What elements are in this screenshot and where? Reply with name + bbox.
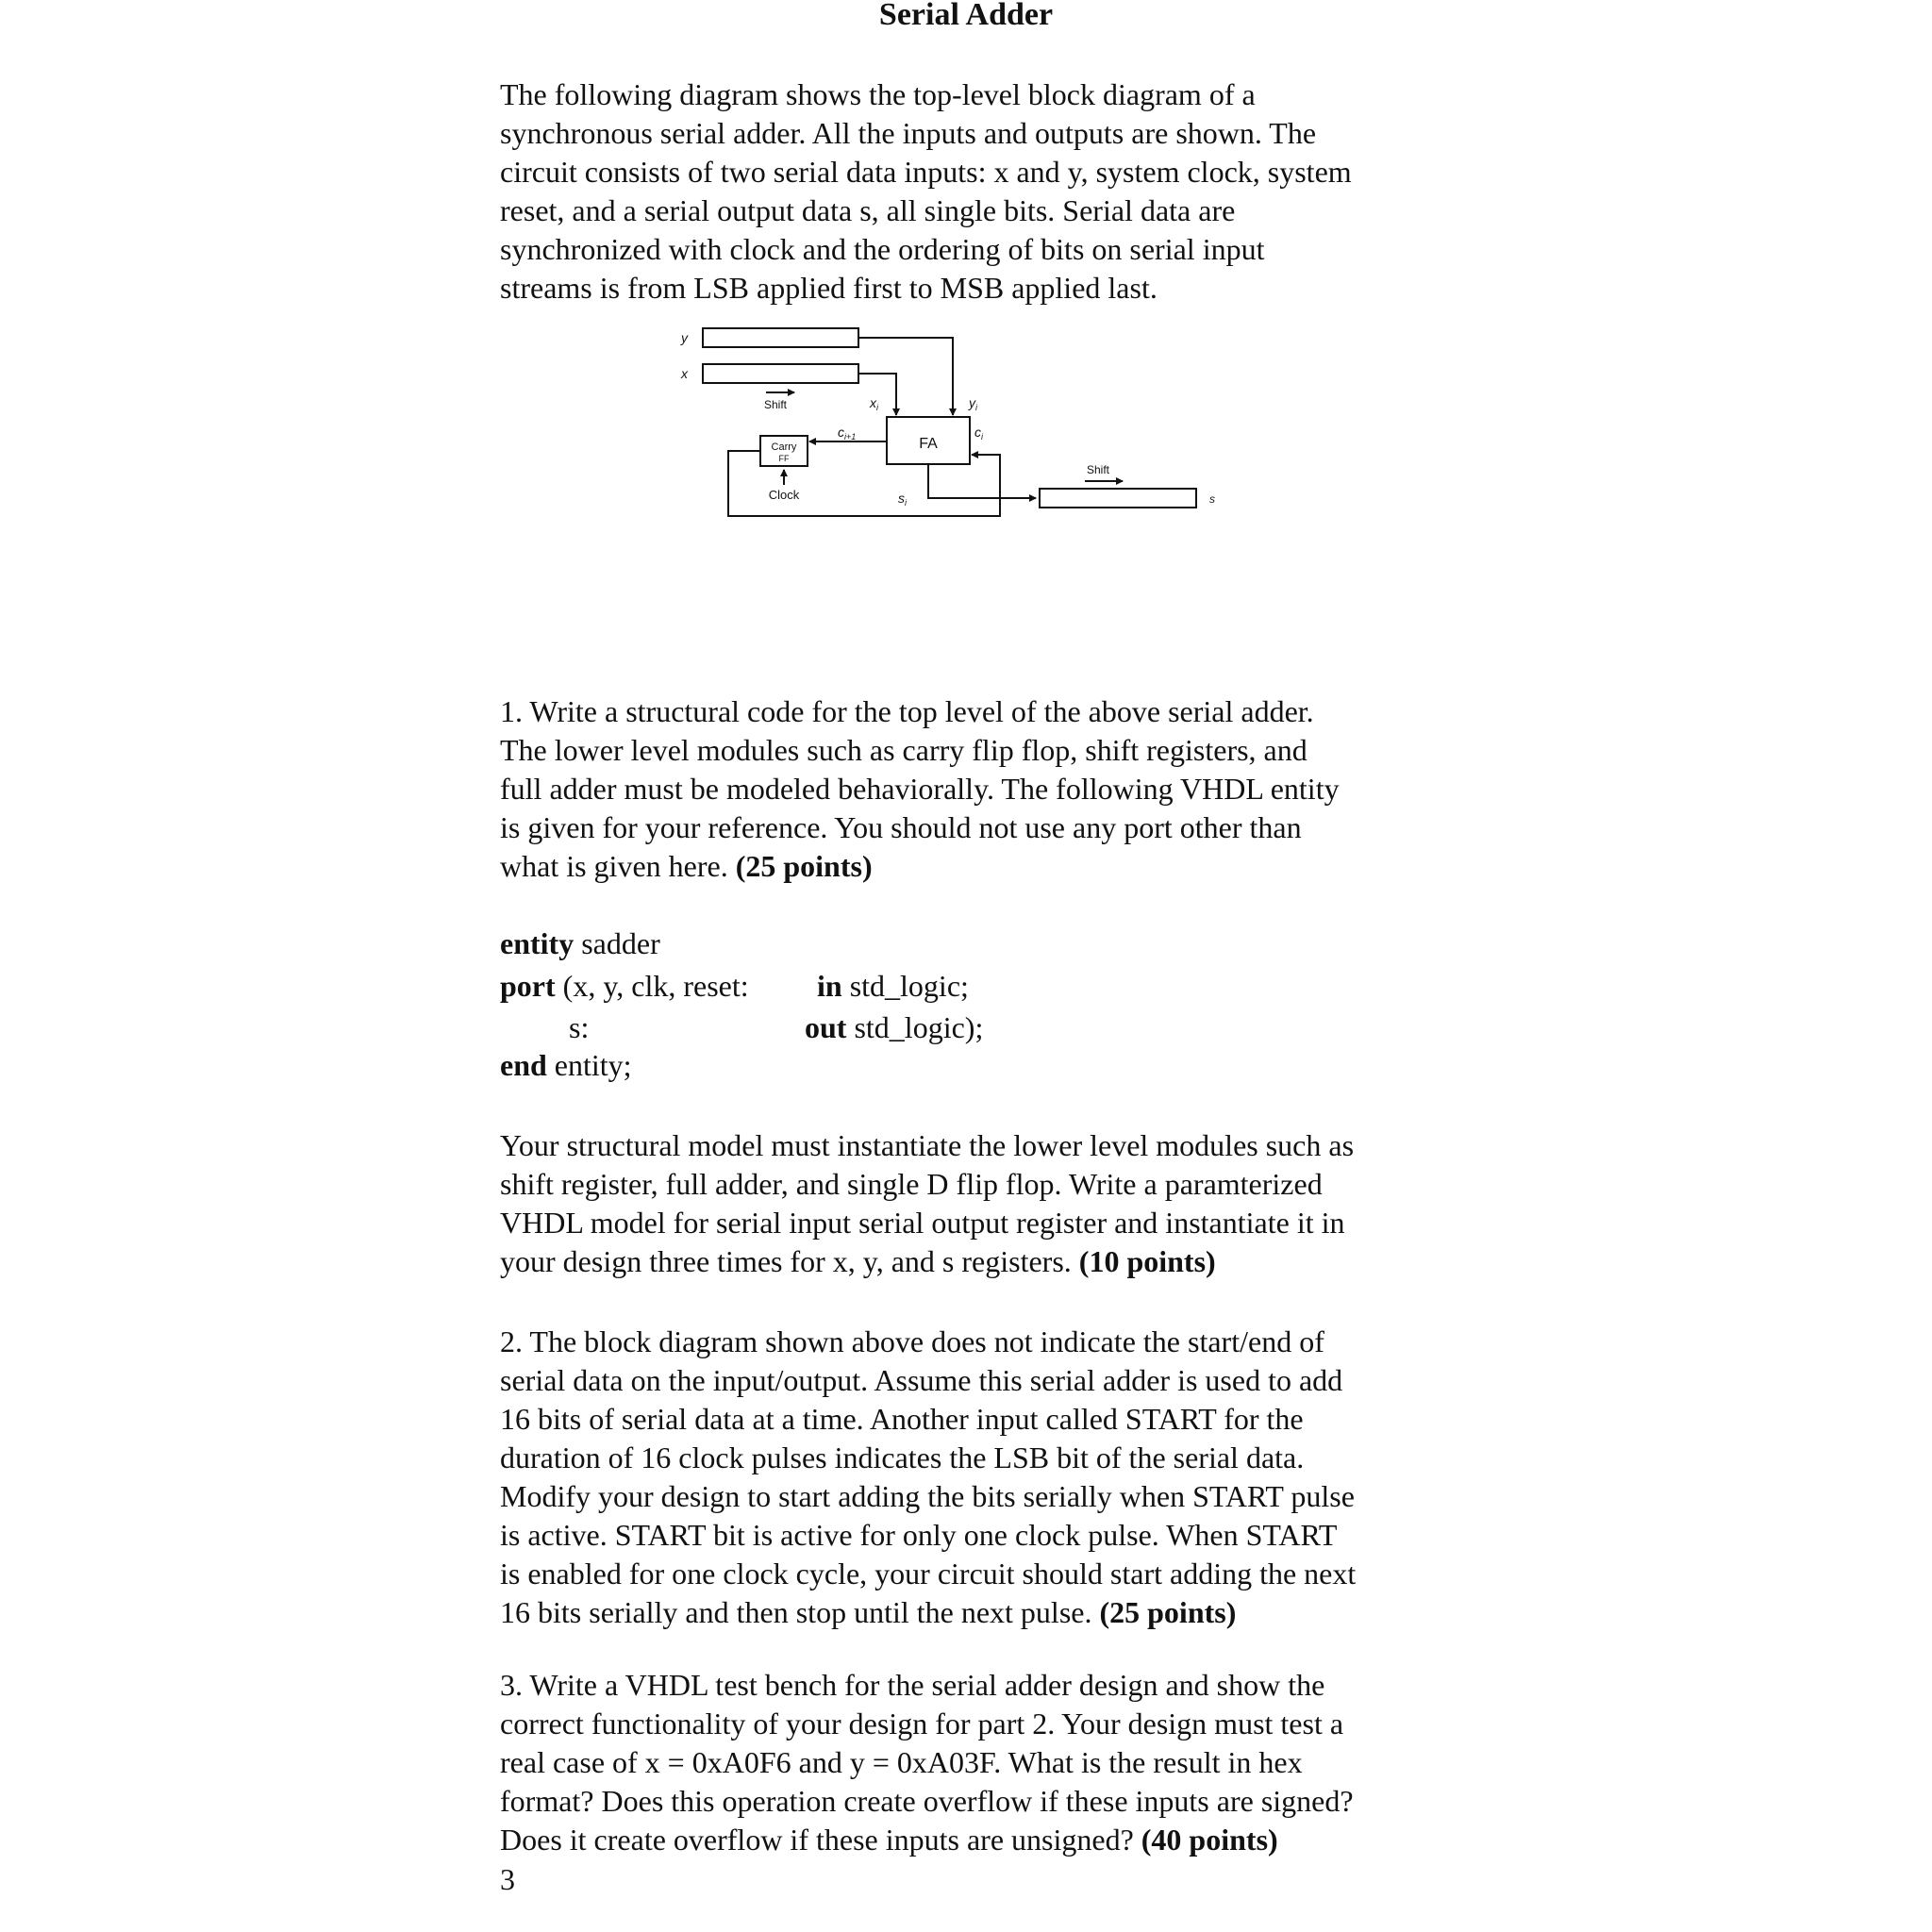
q2-line: is enabled for one clock cycle, your circuit should start adding the next	[500, 1557, 1357, 1591]
port-line	[500, 967, 749, 1006]
s-shift-register	[1040, 489, 1196, 508]
q2-line: is active. START bit is active for only one clock pulse. When START	[500, 1518, 1338, 1552]
in-type	[817, 967, 969, 1006]
q2-line: 2. The block diagram shown above does not indicate the start/end of	[500, 1324, 1324, 1358]
structural-line	[500, 1242, 1354, 1281]
structural-points: (10 points)	[1078, 1244, 1216, 1278]
si-wire	[928, 464, 1036, 498]
intro-paragraph	[500, 75, 1352, 308]
label-ci: $c_i$	[974, 425, 983, 441]
end-line	[500, 1046, 632, 1085]
q3-last-line: Does it create overflow if these inputs are unsigned?	[500, 1823, 1141, 1857]
q2-line: 16 bits of serial data at a time. Another input called START for the	[500, 1402, 1304, 1436]
structural-last-line: your design three times for x, y, and s registers.	[500, 1244, 1079, 1278]
q3-line: real case of x = 0xA0F6 and y = 0xA03F. What is the result in hex	[500, 1745, 1303, 1779]
structural-line: Your structural model must instantiate the lower level modules such as	[500, 1128, 1355, 1162]
s-port-label: s:	[569, 1010, 590, 1044]
intro-line: circuit consists of two serial data inputs: x and y, system clock, system	[500, 155, 1352, 189]
end-text: entity;	[546, 1048, 632, 1082]
q3-line: format? Does this operation create overflow if these inputs are signed?	[500, 1784, 1354, 1818]
q1-line: 1. Write a structural code for the top level of the above serial adder.	[500, 694, 1314, 728]
label-shift-left: Shift	[764, 398, 788, 411]
intro-line: synchronous serial adder. All the inputs and outputs are shown. The	[500, 116, 1317, 150]
intro-line: streams is from LSB applied first to MSB applied last.	[500, 271, 1158, 305]
out-type	[805, 1008, 983, 1047]
serial-adder-block-diagram	[660, 321, 1245, 547]
intro-line: reset, and a serial output data s, all single bits. Serial data are	[500, 193, 1236, 227]
intro-line: synchronized with clock and the ordering of bits on serial input	[500, 232, 1265, 266]
entity-name: sadder	[574, 926, 660, 960]
q1-line: full adder must be modeled behaviorally. The following VHDL entity	[500, 772, 1340, 806]
label-shift-right: Shift	[1087, 463, 1110, 476]
label-y: y	[681, 330, 688, 345]
structural-line: VHDL model for serial input serial output register and instantiate it in	[500, 1206, 1345, 1240]
question-3	[500, 1666, 1354, 1859]
kw-in: in	[817, 969, 842, 1003]
label-clock: Clock	[768, 488, 800, 502]
y-shift-register	[703, 328, 858, 347]
structural-line: shift register, full adder, and single D flip flop. Write a paramterized	[500, 1167, 1323, 1201]
question-1	[500, 692, 1340, 886]
q3-points: (40 points)	[1141, 1823, 1278, 1857]
port-list: (x, y, clk, reset:	[555, 969, 749, 1003]
q1-line: is given for your reference. You should not use any port other than	[500, 810, 1302, 844]
q1-last-line: what is given here.	[500, 849, 736, 883]
question-2	[500, 1323, 1356, 1632]
label-yi: $y_i$	[969, 395, 977, 412]
structural-paragraph	[500, 1126, 1354, 1281]
q2-line	[500, 1593, 1356, 1632]
carry-feedback-wire	[728, 451, 1000, 516]
page-title: Serial Adder	[878, 0, 1054, 32]
out-type-text: std_logic);	[846, 1010, 984, 1044]
in-type-text: std_logic;	[841, 969, 969, 1003]
q2-line: duration of 16 clock pulses indicates the LSB bit of the serial data.	[500, 1441, 1305, 1474]
q3-line: 3. Write a VHDL test bench for the serial adder design and show the	[500, 1668, 1325, 1702]
label-si: $s_i$	[898, 491, 907, 508]
q3-line: correct functionality of your design for part 2. Your design must test a	[500, 1707, 1344, 1740]
intro-line: The following diagram shows the top-level block diagram of a	[500, 77, 1256, 111]
x-shift-register	[703, 364, 858, 383]
entity-line	[500, 924, 660, 963]
kw-end: end	[500, 1048, 547, 1082]
label-x: x	[681, 366, 688, 381]
q2-line: Modify your design to start adding the bits serially when START pulse	[500, 1479, 1355, 1513]
q3-line	[500, 1821, 1354, 1859]
label-carry-ff-1: Carry	[771, 441, 797, 453]
kw-out: out	[805, 1010, 847, 1044]
page-number: 3	[500, 1862, 515, 1896]
q1-points: (25 points)	[735, 849, 873, 883]
label-ci-plus-1: $c_{i+1}$	[838, 425, 857, 441]
q2-points: (25 points)	[1099, 1595, 1237, 1629]
kw-port: port	[500, 969, 556, 1003]
label-xi: $x_i$	[870, 395, 878, 412]
q2-last-line: 16 bits serially and then stop until the next pulse.	[500, 1595, 1100, 1629]
q1-line	[500, 847, 1340, 886]
label-carry-ff-2: FF	[778, 454, 790, 463]
kw-entity: entity	[500, 926, 575, 960]
label-s: s	[1209, 492, 1215, 506]
q2-line: serial data on the input/output. Assume this serial adder is used to add	[500, 1363, 1343, 1397]
q1-line: The lower level modules such as carry flip flop, shift registers, and	[500, 733, 1307, 767]
label-fa: FA	[919, 436, 938, 452]
